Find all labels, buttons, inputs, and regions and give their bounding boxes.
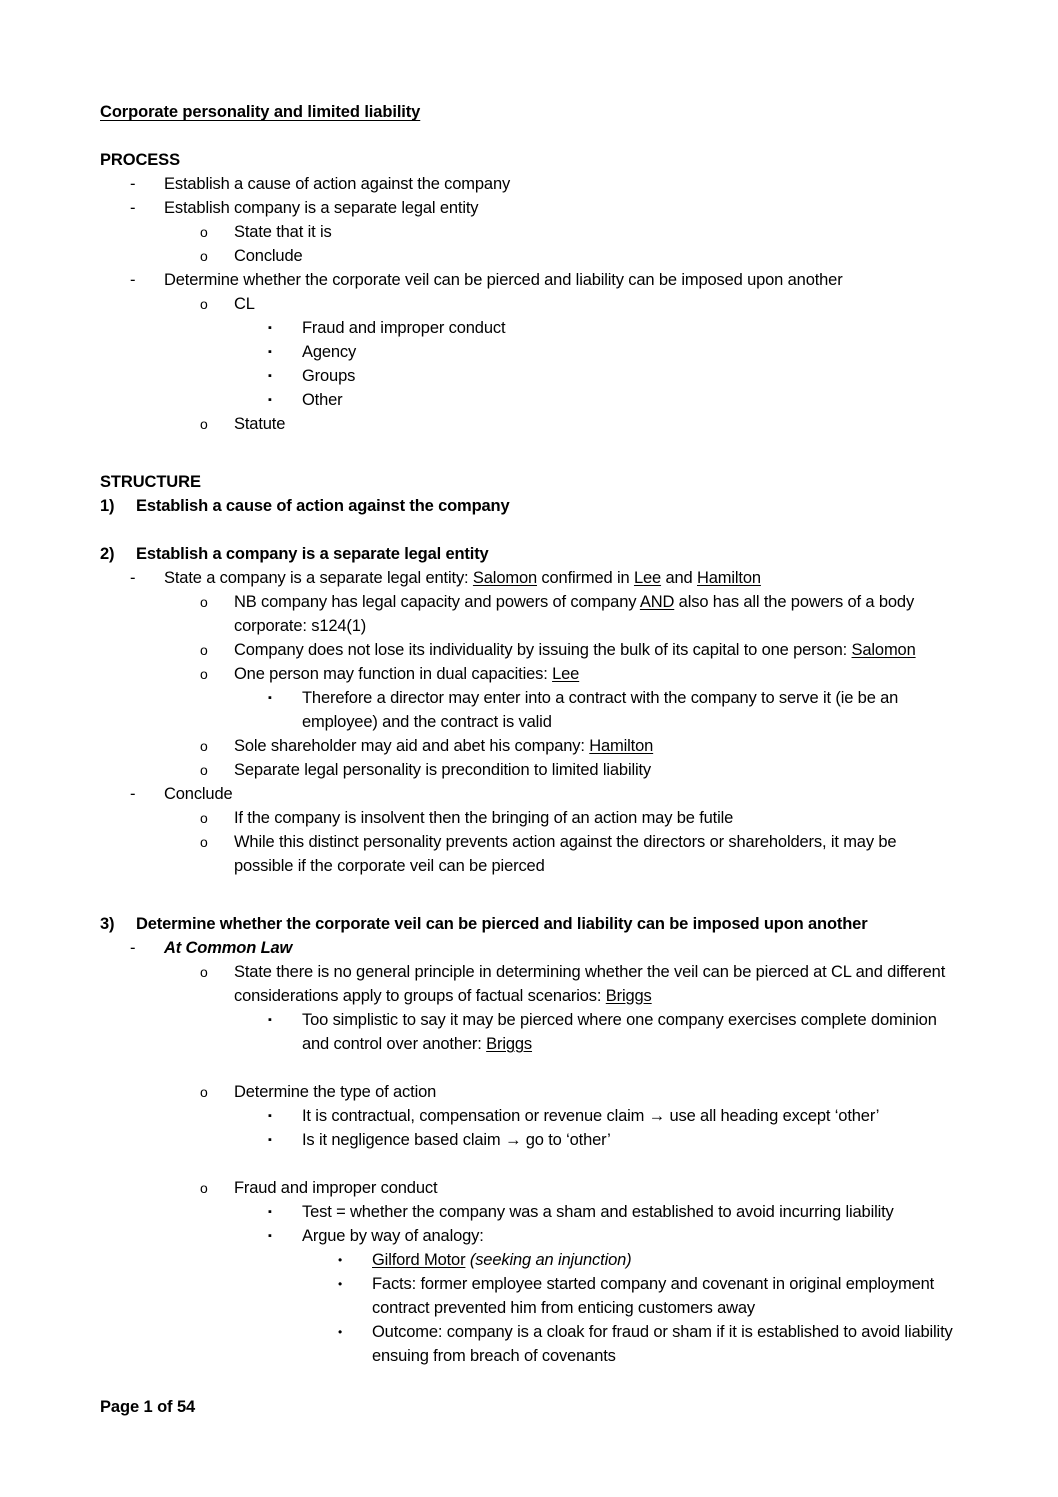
list-item-label: Establish a cause of action against the company bbox=[164, 175, 511, 193]
dash-bullet-icon: - bbox=[130, 785, 136, 803]
spacer bbox=[100, 1056, 958, 1080]
list-item bbox=[100, 1080, 958, 1104]
list-number: 3) bbox=[100, 915, 115, 933]
list-item-label bbox=[234, 638, 958, 662]
square-bullet-icon: ▪ bbox=[268, 346, 272, 358]
list-item-label: Agency bbox=[302, 343, 357, 361]
text-run: Too simplistic to say it may be pierced where one company exercises complete dominion and control over another: bbox=[302, 1011, 937, 1053]
text-run: Company does not lose its individuality by issuing the bulk of its capital to one person: bbox=[234, 641, 852, 659]
list-item bbox=[100, 1248, 958, 1272]
list-item bbox=[100, 806, 958, 830]
numbered-item-label: Determine whether the corporate veil can be pierced and liability can be imposed upon another bbox=[136, 915, 868, 933]
circle-bullet-icon: o bbox=[200, 594, 208, 610]
list-item-label: Argue by way of analogy: bbox=[302, 1227, 484, 1245]
square-bullet-icon: ▪ bbox=[268, 394, 272, 406]
list-item bbox=[100, 830, 958, 878]
case-citation: Lee bbox=[633, 569, 662, 587]
case-citation: Gilford Motor bbox=[372, 1251, 466, 1269]
square-bullet-icon: ▪ bbox=[268, 370, 272, 382]
square-bullet-icon: ▪ bbox=[268, 692, 272, 704]
list-item bbox=[100, 734, 958, 758]
case-citation: Briggs bbox=[486, 1035, 533, 1053]
circle-bullet-icon: o bbox=[200, 738, 208, 754]
list-item-label bbox=[234, 590, 958, 638]
process-heading: PROCESS bbox=[100, 151, 180, 169]
list-item-label bbox=[234, 734, 958, 758]
numbered-item-2 bbox=[100, 542, 958, 566]
list-item-label bbox=[302, 1104, 958, 1128]
list-item-label bbox=[302, 1128, 958, 1152]
list-item bbox=[100, 758, 958, 782]
spacer bbox=[100, 878, 958, 912]
list-item bbox=[100, 196, 958, 220]
list-item-label: State that it is bbox=[234, 223, 332, 241]
list-item-label bbox=[234, 662, 958, 686]
square-bullet-icon: ▪ bbox=[268, 1014, 272, 1026]
spacer bbox=[100, 1152, 958, 1176]
square-bullet-icon: ▪ bbox=[268, 322, 272, 334]
list-item-label: Determine the type of action bbox=[234, 1083, 437, 1101]
round-bullet-icon: • bbox=[338, 1253, 343, 1267]
list-item bbox=[100, 782, 958, 806]
list-item bbox=[100, 244, 958, 268]
list-item bbox=[100, 172, 958, 196]
dash-bullet-icon: - bbox=[130, 569, 136, 587]
list-item-label: Establish company is a separate legal entity bbox=[164, 199, 479, 217]
list-item-label: Outcome: company is a cloak for fraud or sham if it is established to avoid liability ensuing from breach of covenants bbox=[372, 1323, 953, 1365]
dash-bullet-icon: - bbox=[130, 175, 136, 193]
round-bullet-icon: • bbox=[338, 1325, 343, 1339]
list-item-label: Statute bbox=[234, 415, 286, 433]
list-item bbox=[100, 1128, 958, 1152]
list-item-label: Facts: former employee started company and covenant in original employment contract prevented him from enticing customers away bbox=[372, 1275, 935, 1317]
list-item-label bbox=[234, 960, 958, 1008]
list-item bbox=[100, 1200, 958, 1224]
list-item-label bbox=[302, 1008, 958, 1056]
numbered-item-label: Establish a cause of action against the company bbox=[136, 497, 510, 515]
square-bullet-icon: ▪ bbox=[268, 1230, 272, 1242]
list-item-label: Separate legal personality is precondition to limited liability bbox=[234, 761, 652, 779]
list-item-label: Other bbox=[302, 391, 343, 409]
list-item bbox=[100, 316, 958, 340]
emphasis-term: AND bbox=[639, 593, 675, 611]
list-item-label: Test = whether the company was a sham and established to avoid incurring liability bbox=[302, 1203, 894, 1221]
list-item-label: Conclude bbox=[164, 785, 233, 803]
list-item-label bbox=[372, 1248, 958, 1272]
list-item bbox=[100, 1272, 958, 1320]
list-item-label: If the company is insolvent then the bringing of an action may be futile bbox=[234, 809, 734, 827]
text-run: It is contractual, compensation or revenue claim bbox=[302, 1107, 649, 1125]
list-item-label: Fraud and improper conduct bbox=[302, 319, 506, 337]
right-arrow-icon: → bbox=[648, 1107, 666, 1125]
case-citation: Salomon bbox=[851, 641, 916, 659]
case-citation: Salomon bbox=[472, 569, 537, 587]
circle-bullet-icon: o bbox=[200, 248, 208, 264]
list-item-label: While this distinct personality prevents action against the directors or shareholders, it may be possible if the corporate veil can be pierced bbox=[234, 833, 897, 875]
spacer bbox=[100, 518, 958, 542]
list-item bbox=[100, 412, 958, 436]
case-note: (seeking an injunction) bbox=[465, 1251, 632, 1269]
circle-bullet-icon: o bbox=[200, 1084, 208, 1100]
case-citation: Hamilton bbox=[589, 737, 654, 755]
circle-bullet-icon: o bbox=[200, 1180, 208, 1196]
square-bullet-icon: ▪ bbox=[268, 1134, 272, 1146]
list-item bbox=[100, 220, 958, 244]
list-item bbox=[100, 268, 958, 292]
spacer bbox=[100, 436, 958, 470]
list-item bbox=[100, 662, 958, 686]
circle-bullet-icon: o bbox=[200, 666, 208, 682]
text-run: go to ‘other’ bbox=[521, 1131, 611, 1149]
list-item-label: Conclude bbox=[234, 247, 303, 265]
list-item bbox=[100, 1008, 958, 1056]
list-item bbox=[100, 1104, 958, 1128]
numbered-item-1 bbox=[100, 494, 958, 518]
page-title: Corporate personality and limited liability bbox=[100, 103, 421, 121]
list-item bbox=[100, 566, 958, 590]
circle-bullet-icon: o bbox=[200, 296, 208, 312]
list-item-label bbox=[164, 566, 958, 590]
circle-bullet-icon: o bbox=[200, 642, 208, 658]
list-item bbox=[100, 364, 958, 388]
case-citation: Hamilton bbox=[697, 569, 761, 587]
list-item bbox=[100, 340, 958, 364]
case-citation: Lee bbox=[552, 665, 580, 683]
list-item-label: Determine whether the corporate veil can be pierced and liability can be imposed upon another bbox=[164, 271, 843, 289]
right-arrow-icon: → bbox=[504, 1131, 522, 1149]
text-run: State there is no general principle in determining whether the veil can be pierced at CL and different considerations apply to groups of factual scenarios: bbox=[234, 963, 946, 1005]
list-item-label: At Common Law bbox=[164, 939, 293, 957]
list-item-label: Therefore a director may enter into a contract with the company to serve it (ie be an employee) and the contract is valid bbox=[302, 689, 899, 731]
list-item bbox=[100, 590, 958, 638]
dash-bullet-icon: - bbox=[130, 271, 136, 289]
text-run: State a company is a separate legal entity: bbox=[164, 569, 473, 587]
dash-bullet-icon: - bbox=[130, 199, 136, 217]
list-number: 1) bbox=[100, 497, 115, 515]
list-item bbox=[100, 638, 958, 662]
round-bullet-icon: • bbox=[338, 1277, 343, 1291]
circle-bullet-icon: o bbox=[200, 224, 208, 240]
square-bullet-icon: ▪ bbox=[268, 1110, 272, 1122]
text-run: NB company has legal capacity and powers of company bbox=[234, 593, 640, 611]
text-run: use all heading except ‘other’ bbox=[665, 1107, 880, 1125]
circle-bullet-icon: o bbox=[200, 762, 208, 778]
text-run: confirmed in bbox=[537, 569, 634, 587]
list-item bbox=[100, 292, 958, 316]
list-item-label: Fraud and improper conduct bbox=[234, 1179, 438, 1197]
circle-bullet-icon: o bbox=[200, 964, 208, 980]
list-item bbox=[100, 960, 958, 1008]
list-item-label: Groups bbox=[302, 367, 356, 385]
numbered-item-3 bbox=[100, 912, 958, 936]
list-item bbox=[100, 388, 958, 412]
text-run: Sole shareholder may aid and abet his company: bbox=[234, 737, 590, 755]
list-item bbox=[100, 936, 958, 960]
page-footer: Page 1 of 54 bbox=[100, 1398, 196, 1416]
list-number: 2) bbox=[100, 545, 115, 563]
list-item bbox=[100, 1320, 958, 1368]
dash-bullet-icon: - bbox=[130, 939, 136, 957]
text-run: and bbox=[661, 569, 697, 587]
square-bullet-icon: ▪ bbox=[268, 1206, 272, 1218]
text-run: One person may function in dual capacities: bbox=[234, 665, 553, 683]
circle-bullet-icon: o bbox=[200, 810, 208, 826]
case-citation: Briggs bbox=[605, 987, 652, 1005]
structure-heading: STRUCTURE bbox=[100, 473, 201, 491]
circle-bullet-icon: o bbox=[200, 416, 208, 432]
circle-bullet-icon: o bbox=[200, 834, 208, 850]
text-run: Is it negligence based claim bbox=[302, 1131, 505, 1149]
numbered-item-label: Establish a company is a separate legal entity bbox=[136, 545, 489, 563]
list-item bbox=[100, 1176, 958, 1200]
text-run: also has all the powers of a body corporate: s124(1) bbox=[234, 593, 915, 635]
list-item bbox=[100, 686, 958, 734]
list-item bbox=[100, 1224, 958, 1248]
list-item-label: CL bbox=[234, 295, 255, 313]
